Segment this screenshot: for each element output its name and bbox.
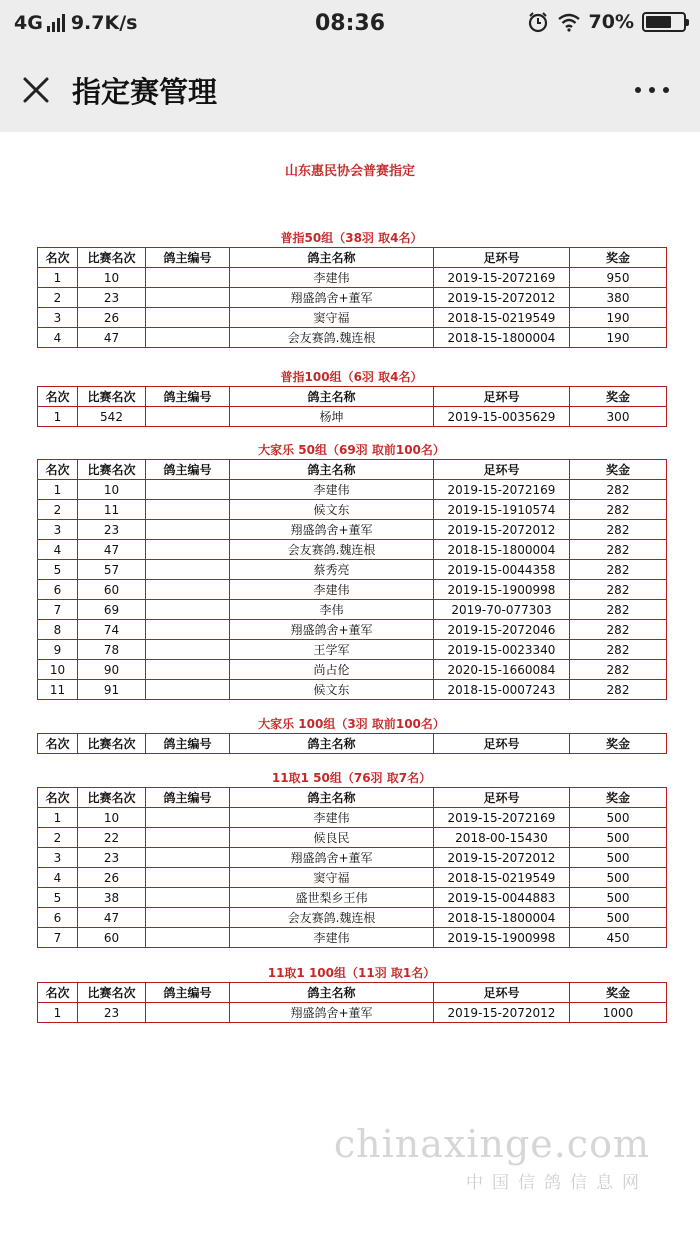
table-cell: 6 <box>38 908 78 928</box>
table-cell: 23 <box>78 288 146 308</box>
table-cell: 282 <box>570 500 667 520</box>
table-cell: 翔盛鸽舍+董军 <box>230 288 434 308</box>
table-row <box>38 868 667 888</box>
table-row <box>38 928 667 948</box>
section-title: 大家乐 100组（3羽 取前100名） <box>258 717 445 731</box>
table-cell: 翔盛鸽舍+董军 <box>230 1003 434 1023</box>
table-cell: 7 <box>38 600 78 620</box>
table-cell <box>146 640 230 660</box>
table-cell: 李建伟 <box>230 480 434 500</box>
result-section <box>37 770 666 948</box>
table-cell: 500 <box>570 808 667 828</box>
table-cell: 1 <box>38 407 78 427</box>
table-cell: 23 <box>78 520 146 540</box>
results-table <box>37 386 667 427</box>
document-content <box>0 132 700 1244</box>
table-cell <box>146 500 230 520</box>
table-cell: 2020-15-1660084 <box>434 660 570 680</box>
column-header: 足环号 <box>434 734 570 754</box>
table-row <box>38 600 667 620</box>
table-cell: 282 <box>570 520 667 540</box>
table-row <box>38 580 667 600</box>
table-cell: 282 <box>570 600 667 620</box>
table-cell <box>146 407 230 427</box>
table-cell <box>146 908 230 928</box>
table-row <box>38 848 667 868</box>
table-cell: 500 <box>570 908 667 928</box>
results-table <box>37 247 667 348</box>
table-cell: 李建伟 <box>230 268 434 288</box>
column-header: 足环号 <box>434 387 570 407</box>
column-header: 鸽主编号 <box>146 387 230 407</box>
table-cell: 李伟 <box>230 600 434 620</box>
table-cell: 1000 <box>570 1003 667 1023</box>
table-cell: 8 <box>38 620 78 640</box>
table-cell: 10 <box>78 808 146 828</box>
result-section <box>37 965 666 1023</box>
table-cell: 47 <box>78 908 146 928</box>
column-header: 鸽主名称 <box>230 387 434 407</box>
table-cell <box>146 288 230 308</box>
table-cell: 盛世梨乡王伟 <box>230 888 434 908</box>
table-cell: 1 <box>38 268 78 288</box>
table-header-row <box>38 460 667 480</box>
table-cell: 李建伟 <box>230 928 434 948</box>
table-cell: 窦守福 <box>230 308 434 328</box>
table-cell: 1 <box>38 1003 78 1023</box>
column-header: 名次 <box>38 387 78 407</box>
table-row <box>38 500 667 520</box>
column-header: 鸽主编号 <box>146 248 230 268</box>
table-cell <box>146 580 230 600</box>
table-cell <box>146 1003 230 1023</box>
column-header: 奖金 <box>570 788 667 808</box>
table-cell: 4 <box>38 328 78 348</box>
table-row <box>38 540 667 560</box>
table-cell: 5 <box>38 560 78 580</box>
table-cell: 2019-15-2072012 <box>434 288 570 308</box>
table-cell <box>146 560 230 580</box>
table-cell: 23 <box>78 1003 146 1023</box>
table-cell: 3 <box>38 520 78 540</box>
table-cell: 翔盛鸽舍+董军 <box>230 520 434 540</box>
table-cell: 950 <box>570 268 667 288</box>
column-header: 奖金 <box>570 460 667 480</box>
table-cell: 69 <box>78 600 146 620</box>
table-cell: 会友赛鸽.魏连根 <box>230 908 434 928</box>
table-row <box>38 660 667 680</box>
network-speed: 9.7K/s <box>70 12 138 34</box>
table-row <box>38 828 667 848</box>
table-row <box>38 407 667 427</box>
table-cell <box>146 868 230 888</box>
column-header: 比赛名次 <box>78 734 146 754</box>
column-header: 鸽主编号 <box>146 460 230 480</box>
column-header: 鸽主编号 <box>146 734 230 754</box>
table-cell <box>146 928 230 948</box>
table-cell: 2018-00-15430 <box>434 828 570 848</box>
table-cell: 2019-15-1900998 <box>434 580 570 600</box>
table-cell: 190 <box>570 328 667 348</box>
table-cell: 10 <box>78 480 146 500</box>
table-cell: 2019-15-0044358 <box>434 560 570 580</box>
results-table <box>37 982 667 1023</box>
watermark-site-name: 中国信鸽信息网 <box>466 1173 648 1193</box>
table-cell: 2 <box>38 828 78 848</box>
table-cell: 78 <box>78 640 146 660</box>
table-cell: 450 <box>570 928 667 948</box>
table-cell: 60 <box>78 928 146 948</box>
table-cell: 91 <box>78 680 146 700</box>
table-row <box>38 1003 667 1023</box>
column-header: 比赛名次 <box>78 788 146 808</box>
status-bar <box>0 0 700 50</box>
page-title: 指定赛管理 <box>72 75 218 109</box>
column-header: 鸽主名称 <box>230 248 434 268</box>
table-cell: 282 <box>570 620 667 640</box>
table-cell: 5 <box>38 888 78 908</box>
wifi-icon <box>557 12 581 32</box>
table-cell: 74 <box>78 620 146 640</box>
table-header-row <box>38 248 667 268</box>
table-cell: 2019-15-2072012 <box>434 848 570 868</box>
table-cell: 会友赛鸽.魏连根 <box>230 540 434 560</box>
section-title: 11取1 100组（11羽 取1名） <box>267 966 436 980</box>
table-cell: 2018-15-1800004 <box>434 540 570 560</box>
column-header: 鸽主名称 <box>230 460 434 480</box>
table-cell <box>146 268 230 288</box>
column-header: 名次 <box>38 983 78 1003</box>
table-cell <box>146 540 230 560</box>
result-section <box>37 442 666 700</box>
column-header: 名次 <box>38 460 78 480</box>
table-cell: 2019-15-2072169 <box>434 480 570 500</box>
table-header-row <box>38 387 667 407</box>
table-cell: 2018-15-0007243 <box>434 680 570 700</box>
alarm-icon <box>527 11 549 33</box>
table-cell: 2019-15-2072169 <box>434 268 570 288</box>
column-header: 鸽主编号 <box>146 788 230 808</box>
column-header: 足环号 <box>434 983 570 1003</box>
battery-percent: 70% <box>588 11 634 33</box>
table-cell: 尚占伦 <box>230 660 434 680</box>
table-cell: 500 <box>570 868 667 888</box>
table-cell: 2019-15-2072169 <box>434 808 570 828</box>
column-header: 奖金 <box>570 983 667 1003</box>
table-cell: 282 <box>570 540 667 560</box>
section-title: 大家乐 50组（69羽 取前100名） <box>258 443 445 457</box>
table-cell: 2018-15-0219549 <box>434 868 570 888</box>
column-header: 鸽主名称 <box>230 788 434 808</box>
table-cell: 窦守福 <box>230 868 434 888</box>
column-header: 奖金 <box>570 734 667 754</box>
table-cell: 2019-15-0044883 <box>434 888 570 908</box>
table-cell: 38 <box>78 888 146 908</box>
table-row <box>38 560 667 580</box>
table-cell: 2019-15-2072012 <box>434 1003 570 1023</box>
table-cell: 22 <box>78 828 146 848</box>
table-cell: 2019-15-1910574 <box>434 500 570 520</box>
table-cell: 1 <box>38 808 78 828</box>
table-cell: 蔡秀亮 <box>230 560 434 580</box>
table-cell: 2019-15-2072046 <box>434 620 570 640</box>
table-row <box>38 680 667 700</box>
table-cell: 3 <box>38 308 78 328</box>
column-header: 名次 <box>38 248 78 268</box>
table-cell: 杨坤 <box>230 407 434 427</box>
table-cell: 500 <box>570 828 667 848</box>
section-title: 普指50组（38羽 取4名） <box>280 231 423 245</box>
column-header: 名次 <box>38 734 78 754</box>
table-cell: 2019-15-2072012 <box>434 520 570 540</box>
table-header-row <box>38 788 667 808</box>
table-cell: 4 <box>38 540 78 560</box>
table-cell: 6 <box>38 580 78 600</box>
table-cell: 2018-15-0219549 <box>434 308 570 328</box>
table-cell: 57 <box>78 560 146 580</box>
table-cell: 7 <box>38 928 78 948</box>
column-header: 奖金 <box>570 387 667 407</box>
table-cell: 380 <box>570 288 667 308</box>
column-header: 比赛名次 <box>78 983 146 1003</box>
table-cell <box>146 660 230 680</box>
table-cell <box>146 328 230 348</box>
table-row <box>38 808 667 828</box>
table-cell: 26 <box>78 868 146 888</box>
table-cell: 500 <box>570 848 667 868</box>
table-row <box>38 520 667 540</box>
table-row <box>38 268 667 288</box>
table-row <box>38 888 667 908</box>
table-cell: 候良民 <box>230 828 434 848</box>
table-cell: 47 <box>78 328 146 348</box>
table-cell: 282 <box>570 480 667 500</box>
table-cell: 9 <box>38 640 78 660</box>
table-row <box>38 908 667 928</box>
results-table <box>37 459 667 700</box>
table-cell <box>146 308 230 328</box>
table-cell: 23 <box>78 848 146 868</box>
table-cell: 10 <box>38 660 78 680</box>
column-header: 比赛名次 <box>78 387 146 407</box>
table-cell: 李建伟 <box>230 808 434 828</box>
table-cell: 2 <box>38 288 78 308</box>
section-title: 普指100组（6羽 取4名） <box>280 370 423 384</box>
table-row <box>38 328 667 348</box>
table-cell: 2019-15-1900998 <box>434 928 570 948</box>
table-row <box>38 620 667 640</box>
battery-icon <box>642 12 686 32</box>
table-cell: 542 <box>78 407 146 427</box>
result-section <box>37 369 666 427</box>
table-cell: 3 <box>38 848 78 868</box>
table-cell: 2018-15-1800004 <box>434 908 570 928</box>
result-section <box>37 716 666 754</box>
table-header-row <box>38 983 667 1003</box>
table-cell: 500 <box>570 888 667 908</box>
table-cell: 282 <box>570 560 667 580</box>
table-cell: 4 <box>38 868 78 888</box>
result-section <box>37 230 666 348</box>
column-header: 足环号 <box>434 248 570 268</box>
table-cell: 282 <box>570 640 667 660</box>
table-cell: 11 <box>78 500 146 520</box>
table-cell: 47 <box>78 540 146 560</box>
column-header: 鸽主名称 <box>230 983 434 1003</box>
column-header: 奖金 <box>570 248 667 268</box>
network-type: 4G <box>14 12 43 34</box>
table-cell <box>146 848 230 868</box>
table-cell: 60 <box>78 580 146 600</box>
column-header: 鸽主编号 <box>146 983 230 1003</box>
column-header: 名次 <box>38 788 78 808</box>
table-cell: 2019-15-0035629 <box>434 407 570 427</box>
results-table <box>37 733 667 754</box>
table-cell: 翔盛鸽舍+董军 <box>230 620 434 640</box>
table-cell: 李建伟 <box>230 580 434 600</box>
column-header: 比赛名次 <box>78 460 146 480</box>
table-cell: 王学军 <box>230 640 434 660</box>
table-cell: 90 <box>78 660 146 680</box>
table-cell <box>146 520 230 540</box>
table-row <box>38 308 667 328</box>
table-cell: 候文东 <box>230 680 434 700</box>
table-cell: 2 <box>38 500 78 520</box>
results-table <box>37 787 667 948</box>
clock: 08:36 <box>314 11 386 36</box>
table-row <box>38 640 667 660</box>
section-title: 11取1 50组（76羽 取7名） <box>271 771 432 785</box>
table-cell <box>146 888 230 908</box>
table-cell <box>146 680 230 700</box>
system-indicators <box>527 11 686 33</box>
table-cell: 190 <box>570 308 667 328</box>
table-cell <box>146 600 230 620</box>
table-cell: 1 <box>38 480 78 500</box>
column-header: 鸽主名称 <box>230 734 434 754</box>
table-cell: 282 <box>570 580 667 600</box>
column-header: 比赛名次 <box>78 248 146 268</box>
table-cell <box>146 808 230 828</box>
table-cell: 2019-70-077303 <box>434 600 570 620</box>
more-options-icon[interactable] <box>632 80 672 100</box>
table-cell: 10 <box>78 268 146 288</box>
table-cell: 2019-15-0023340 <box>434 640 570 660</box>
table-cell: 282 <box>570 680 667 700</box>
watermark-domain: chinaxinge.com <box>333 1122 650 1166</box>
close-icon[interactable] <box>18 72 54 108</box>
table-cell <box>146 620 230 640</box>
document-title: 山东惠民协会普赛指定 <box>284 164 415 179</box>
table-cell <box>146 828 230 848</box>
table-header-row <box>38 734 667 754</box>
column-header: 足环号 <box>434 788 570 808</box>
table-row <box>38 480 667 500</box>
nav-bar <box>0 50 700 132</box>
table-cell: 会友赛鸽.魏连根 <box>230 328 434 348</box>
table-cell: 候文东 <box>230 500 434 520</box>
table-cell: 26 <box>78 308 146 328</box>
table-cell: 300 <box>570 407 667 427</box>
table-row <box>38 288 667 308</box>
column-header: 足环号 <box>434 460 570 480</box>
table-cell: 2018-15-1800004 <box>434 328 570 348</box>
table-cell <box>146 480 230 500</box>
table-cell: 翔盛鸽舍+董军 <box>230 848 434 868</box>
table-cell: 282 <box>570 660 667 680</box>
battery-level <box>646 16 671 28</box>
table-cell: 11 <box>38 680 78 700</box>
